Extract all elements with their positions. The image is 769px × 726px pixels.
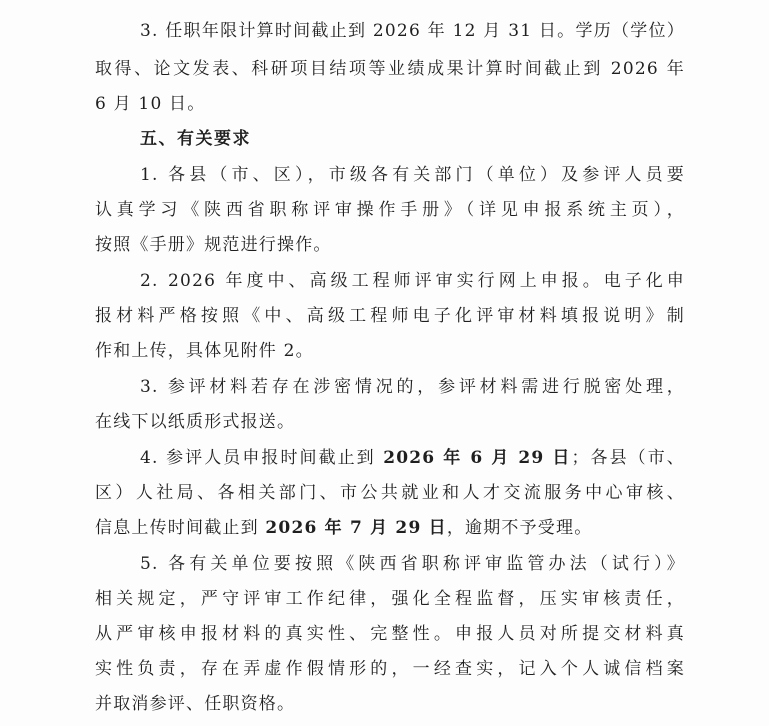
paragraph-line: 区）人社局、各相关部门、市公共就业和人才交流服务中心审核、 (95, 483, 685, 503)
paragraph-line: 按照《手册》规范进行操作。 (95, 235, 332, 255)
paragraph-line: 2. 2026 年度中、高级工程师评审实行网上申报。电子化申 (140, 271, 685, 291)
paragraph-line: 5. 各有关单位要按照《陕西省职称评审监管办法（试行）》 (140, 554, 685, 574)
deadline-date: 2026 年 6 月 29 日 (383, 448, 572, 468)
paragraph-line: 并取消参评、任职资格。 (95, 694, 296, 714)
text-run: ，逾期不予受理。 (446, 518, 593, 538)
paragraph-line (95, 513, 685, 543)
paragraph-line (140, 443, 685, 473)
paragraph-line: 1. 各县（市、区），市级各有关部门（单位）及参评人员要 (140, 165, 685, 185)
paragraph-line: 相关规定，严守评审工作纪律，强化全程监督，压实审核责任， (95, 589, 685, 609)
text-run: 信息上传时间截止到 (95, 518, 266, 538)
paragraph-line: 作和上传，具体见附件 2。 (95, 341, 314, 361)
section-heading: 五、有关要求 (140, 129, 251, 149)
paragraph-line: 3. 参评材料若存在涉密情况的，参评材料需进行脱密处理， (140, 377, 685, 397)
paragraph-line: 实性负责，存在弄虚作假情形的，一经查实，记入个人诚信档案 (95, 659, 685, 679)
text-run: ；各县（市、 (571, 448, 685, 468)
paragraph-line: 取得、论文发表、科研项目结项等业绩成果计算时间截止到 2026 年 (95, 59, 685, 79)
paragraph-line: 从严审核申报材料的真实性、完整性。申报人员对所提交材料真 (95, 624, 685, 644)
text-run: 4. 参评人员申报时间截止到 (140, 448, 384, 468)
deadline-date: 2026 年 7 月 29 日 (265, 518, 447, 538)
paragraph-line: 3. 任职年限计算时间截止到 2026 年 12 月 31 日。学历（学位） (140, 21, 685, 41)
paragraph-line: 在线下以纸质形式报送。 (95, 412, 296, 432)
paragraph-line: 6 月 10 日。 (95, 94, 206, 114)
paragraph-line: 报材料严格按照《中、高级工程师电子化评审材料填报说明》制 (95, 306, 685, 326)
paragraph-line: 认真学习《陕西省职称评审操作手册》（详见申报系统主页）， (95, 200, 685, 220)
